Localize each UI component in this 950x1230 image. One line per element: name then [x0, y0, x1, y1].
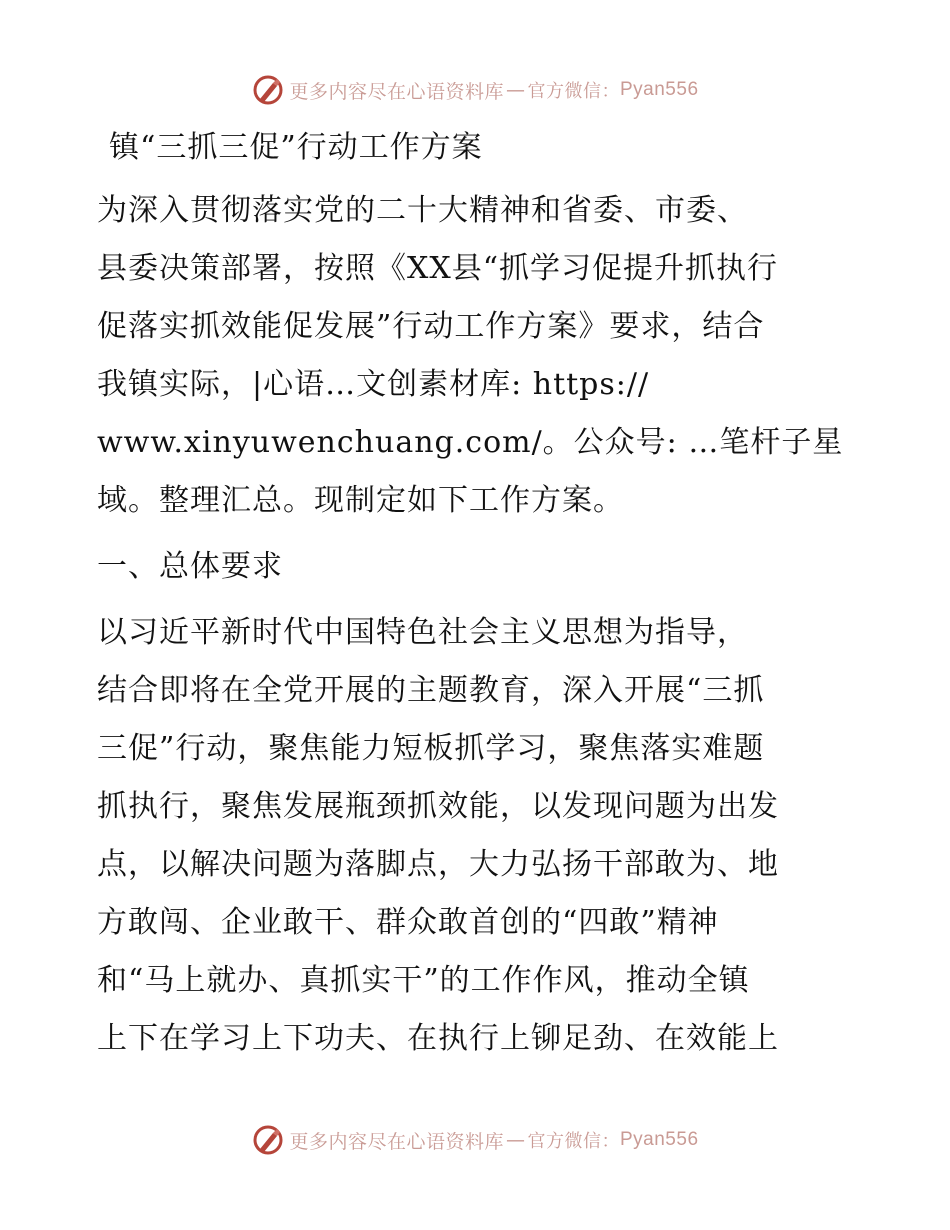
section-heading: 一、总体要求 — [97, 549, 283, 584]
watermark-text: 更多内容尽在心语资料库 — [289, 80, 504, 103]
body-line: 三促”行动，聚焦能力短板抓学习，聚焦落实难题 — [97, 731, 765, 766]
watermark-separator: — — [506, 1129, 526, 1151]
intro-line: 为深入贯彻落实党的二十大精神和省委、市委、 — [97, 193, 748, 228]
body-line: 抓执行，聚焦发展瓶颈抓效能，以发现问题为出发 — [97, 789, 779, 824]
header-watermark — [0, 70, 950, 110]
document-body — [97, 122, 877, 1068]
body-line: 方敢闯、企业敢干、群众敢首创的“四敢”精神 — [97, 905, 719, 940]
watermark-official-label: 官方微信： — [527, 1131, 620, 1152]
watermark-text: 更多内容尽在心语资料库 — [289, 1130, 504, 1153]
pen-logo-icon — [251, 1123, 285, 1157]
footer-watermark — [0, 1120, 950, 1160]
intro-line: 域。整理汇总。现制定如下工作方案。 — [97, 483, 624, 518]
watermark-wechat-id: Pyan556 — [620, 79, 699, 100]
body-line: 上下在学习上下功夫、在执行上铆足劲、在效能上 — [97, 1021, 779, 1056]
body-line: 以习近平新时代中国特色社会主义思想为指导， — [97, 615, 748, 650]
body-line: 点，以解决问题为落脚点，大力弘扬干部敢为、地 — [97, 847, 779, 882]
watermark-official-label: 官方微信： — [527, 81, 620, 102]
watermark-separator: — — [506, 79, 526, 101]
watermark-wechat-id: Pyan556 — [620, 1129, 699, 1150]
intro-line: 我镇实际，|心语…文创素材库: https:// — [97, 367, 650, 402]
intro-line: 县委决策部署，按照《XX县“抓学习促提升抓执行 — [97, 251, 779, 286]
intro-line: www.xinyuwenchuang.com/。公众号: …笔杆子星 — [97, 425, 844, 460]
body-line: 结合即将在全党开展的主题教育，深入开展“三抓 — [97, 673, 765, 708]
pen-logo-icon — [251, 73, 285, 107]
intro-line: 促落实抓效能促发展”行动工作方案》要求，结合 — [97, 309, 765, 344]
body-line: 和“马上就办、真抓实干”的工作作风，推动全镇 — [97, 963, 750, 998]
document-title: 镇“三抓三促”行动工作方案 — [109, 130, 483, 165]
